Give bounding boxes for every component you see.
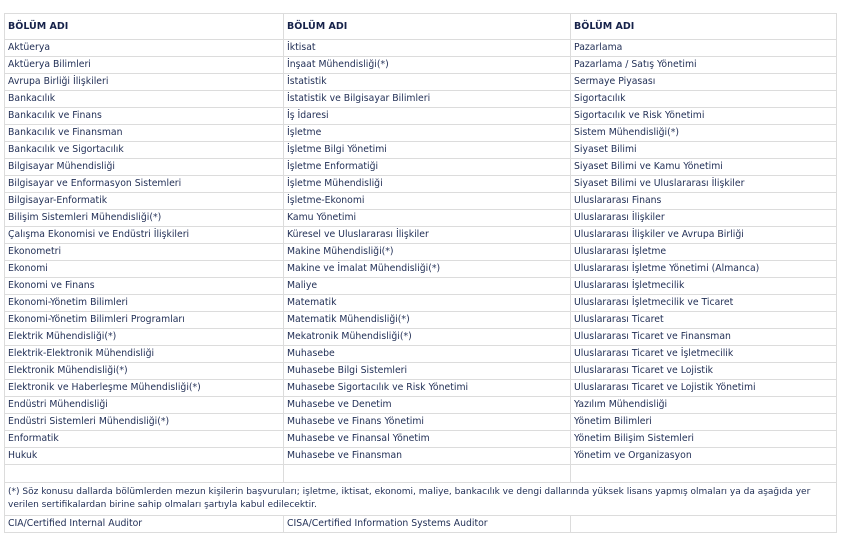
table-cell: Sigortacılık ve Risk Yönetimi — [571, 108, 837, 125]
table-cell: Yönetim Bilimleri — [571, 414, 837, 431]
table-cell: Enformatik — [5, 431, 284, 448]
table-cell: Ekonomi — [5, 261, 284, 278]
table-cell: Bilgisayar-Enformatik — [5, 193, 284, 210]
table-row — [5, 295, 837, 312]
table-cell: Bankacılık ve Finans — [5, 108, 284, 125]
table-row — [5, 363, 837, 380]
table-cell: Elektrik Mühendisliği(*) — [5, 329, 284, 346]
table-cell: Muhasebe — [284, 346, 571, 363]
table-cell: İnşaat Mühendisliği(*) — [284, 57, 571, 74]
table-cell: Makine ve İmalat Mühendisliği(*) — [284, 261, 571, 278]
table-cell: Makine Mühendisliği(*) — [284, 244, 571, 261]
table-cell: Yönetim ve Organizasyon — [571, 448, 837, 465]
table-row — [5, 329, 837, 346]
table-cell: İşletme Enformatiği — [284, 159, 571, 176]
table-cell: Yönetim Bilişim Sistemleri — [571, 431, 837, 448]
table-row — [5, 397, 837, 414]
column-header: BÖLÜM ADI — [571, 14, 837, 40]
table-cell: Bilişim Sistemleri Mühendisliği(*) — [5, 210, 284, 227]
table-cell: Bankacılık — [5, 91, 284, 108]
table-row — [5, 108, 837, 125]
table-row — [5, 210, 837, 227]
table-cell: Maliye — [284, 278, 571, 295]
table-cell: Siyaset Bilimi ve Uluslararası İlişkiler — [571, 176, 837, 193]
certificate-row — [5, 516, 837, 533]
table-row — [5, 431, 837, 448]
table-cell: İş İdaresi — [284, 108, 571, 125]
table-cell: Aktüerya — [5, 40, 284, 57]
table-row — [5, 278, 837, 295]
column-header: BÖLÜM ADI — [5, 14, 284, 40]
table-cell: Uluslararası Ticaret ve Finansman — [571, 329, 837, 346]
table-cell: Elektronik ve Haberleşme Mühendisliği(*) — [5, 380, 284, 397]
table-cell: Uluslararası İlişkiler ve Avrupa Birliği — [571, 227, 837, 244]
certificate-cell: CISA/Certified Information Systems Auditor — [284, 516, 571, 533]
table-cell: Bankacılık ve Finansman — [5, 125, 284, 142]
table-cell: Endüstri Sistemleri Mühendisliği(*) — [5, 414, 284, 431]
table-row — [5, 142, 837, 159]
table-cell: İstatistik ve Bilgisayar Bilimleri — [284, 91, 571, 108]
table-cell: İktisat — [284, 40, 571, 57]
table-cell: Mekatronik Mühendisliği(*) — [284, 329, 571, 346]
certificate-cell: CIA/Certified Internal Auditor — [5, 516, 284, 533]
table-cell: Kamu Yönetimi — [284, 210, 571, 227]
table-cell: İşletme Mühendisliği — [284, 176, 571, 193]
footnote-row — [5, 483, 837, 516]
table-cell: Uluslararası Ticaret ve İşletmecilik — [571, 346, 837, 363]
table-cell: Uluslararası Ticaret ve Lojistik — [571, 363, 837, 380]
certificate-cell — [571, 516, 837, 533]
table-cell: Hukuk — [5, 448, 284, 465]
table-cell: Uluslararası Ticaret ve Lojistik Yönetimi — [571, 380, 837, 397]
table-cell: Pazarlama / Satış Yönetimi — [571, 57, 837, 74]
table-cell: Uluslararası İşletmecilik — [571, 278, 837, 295]
column-header: BÖLÜM ADI — [284, 14, 571, 40]
table-cell: Pazarlama — [571, 40, 837, 57]
table-cell: Muhasebe Sigortacılık ve Risk Yönetimi — [284, 380, 571, 397]
table-cell: Sistem Mühendisliği(*) — [571, 125, 837, 142]
footnote: (*) Söz konusu dallarda bölümlerden mezun kişilerin başvuruları; işletme, iktisat, ekonomi, maliye, bankacılık ve dengi dallarında yüksek lisans yapmış olmaları ya da aşağıda yer verilen sertifikalardan birine sahip olmaları şartıyla kabul edilecektir. — [5, 483, 837, 516]
table-cell: Matematik — [284, 295, 571, 312]
table-cell: Muhasebe ve Finansman — [284, 448, 571, 465]
table-cell: İşletme-Ekonomi — [284, 193, 571, 210]
table-cell: Muhasebe ve Finans Yönetimi — [284, 414, 571, 431]
table-row — [5, 261, 837, 278]
table-cell: Siyaset Bilimi — [571, 142, 837, 159]
table-cell: Ekonometri — [5, 244, 284, 261]
table-row — [5, 176, 837, 193]
table-row — [5, 448, 837, 465]
table-cell: Elektrik-Elektronik Mühendisliği — [5, 346, 284, 363]
table-cell: Uluslararası İlişkiler — [571, 210, 837, 227]
table-cell: Ekonomi-Yönetim Bilimleri — [5, 295, 284, 312]
table-row — [5, 159, 837, 176]
table-cell: İşletme Bilgi Yönetimi — [284, 142, 571, 159]
blank-cell — [5, 465, 284, 483]
table-cell: Yazılım Mühendisliği — [571, 397, 837, 414]
table-cell: Sigortacılık — [571, 91, 837, 108]
table-cell: Avrupa Birliği İlişkileri — [5, 74, 284, 91]
blank-cell — [571, 465, 837, 483]
table-cell: Uluslararası İşletme Yönetimi (Almanca) — [571, 261, 837, 278]
table-cell: Sermaye Piyasası — [571, 74, 837, 91]
table-cell: Muhasebe ve Denetim — [284, 397, 571, 414]
blank-row — [5, 465, 837, 483]
table-cell: Uluslararası İşletmecilik ve Ticaret — [571, 295, 837, 312]
table-row — [5, 74, 837, 91]
header-row — [5, 14, 837, 40]
table-cell: Bilgisayar ve Enformasyon Sistemleri — [5, 176, 284, 193]
table-cell: Elektronik Mühendisliği(*) — [5, 363, 284, 380]
table-cell: İşletme — [284, 125, 571, 142]
department-table-container — [4, 13, 836, 533]
table-row — [5, 414, 837, 431]
table-cell: Bilgisayar Mühendisliği — [5, 159, 284, 176]
table-cell: Muhasebe ve Finansal Yönetim — [284, 431, 571, 448]
table-cell: Matematik Mühendisliği(*) — [284, 312, 571, 329]
department-table — [4, 13, 837, 533]
table-cell: Aktüerya Bilimleri — [5, 57, 284, 74]
table-cell: Bankacılık ve Sigortacılık — [5, 142, 284, 159]
table-cell: Ekonomi-Yönetim Bilimleri Programları — [5, 312, 284, 329]
table-body — [5, 40, 837, 465]
table-row — [5, 380, 837, 397]
table-cell: Uluslararası Ticaret — [571, 312, 837, 329]
table-row — [5, 57, 837, 74]
table-cell: İstatistik — [284, 74, 571, 91]
table-row — [5, 125, 837, 142]
table-row — [5, 312, 837, 329]
table-cell: Uluslararası Finans — [571, 193, 837, 210]
table-row — [5, 91, 837, 108]
table-row — [5, 244, 837, 261]
table-row — [5, 193, 837, 210]
table-cell: Ekonomi ve Finans — [5, 278, 284, 295]
table-cell: Muhasebe Bilgi Sistemleri — [284, 363, 571, 380]
table-row — [5, 346, 837, 363]
blank-cell — [284, 465, 571, 483]
table-cell: Çalışma Ekonomisi ve Endüstri İlişkileri — [5, 227, 284, 244]
table-cell: Endüstri Mühendisliği — [5, 397, 284, 414]
table-cell: Küresel ve Uluslararası İlişkiler — [284, 227, 571, 244]
table-row — [5, 40, 837, 57]
table-cell: Siyaset Bilimi ve Kamu Yönetimi — [571, 159, 837, 176]
table-cell: Uluslararası İşletme — [571, 244, 837, 261]
table-row — [5, 227, 837, 244]
